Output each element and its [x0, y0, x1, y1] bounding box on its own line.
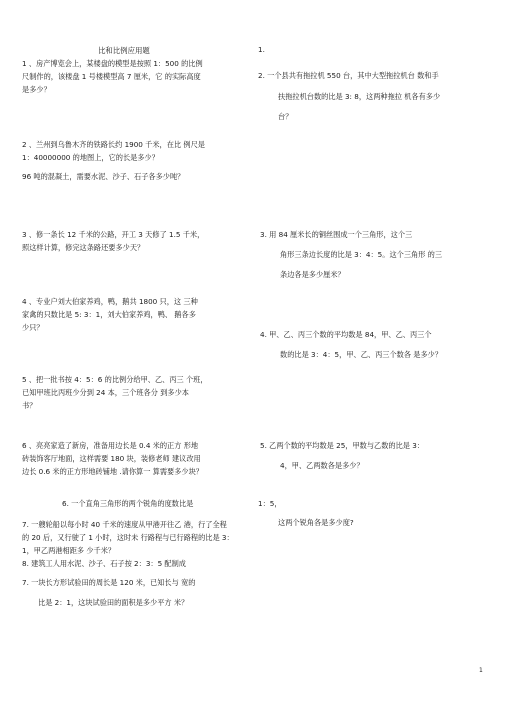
question-2-line-2: 1：40000000 的地图上，它的长是多少？ — [22, 153, 159, 162]
page-number: 1 — [479, 667, 483, 674]
question-1-line-2: 尺制作的，该楼盘 1 号楼模型高 7 厘米，它 的实际高度 — [22, 72, 201, 81]
bottom-question-6-part-3: 这两个锐角各是多少度? — [278, 518, 354, 527]
bottom-question-8: 8. 建筑工人用水泥、沙子、石子按 2：3：5 配制成 — [22, 559, 186, 568]
question-1-line-3: 是多少？ — [22, 85, 51, 94]
bottom-question-6-part-2: 1：5， — [258, 499, 282, 508]
question-6-line-3: 边长 0.6 米的正方形地砖铺地 .请你算一 算需要多少块？ — [22, 467, 203, 476]
right-question-3-line-1: 3. 用 84 厘米长的铜丝围成一个三角形，这个三 — [260, 230, 413, 239]
bottom-question-6-part-1: 6. 一个直角三角形的两个锐角的度数比是 — [62, 499, 194, 508]
right-question-5-line-1: 5. 乙两个数的平均数是 25，甲数与乙数的比是 3： — [260, 441, 424, 450]
question-2-extra: 96 吨的混凝土，需要水泥、沙子、石子各多少吨？ — [22, 172, 185, 181]
question-5-line-1: 5 、把一批书按 4：5：6 的比例分给甲、乙、丙三 个班， — [22, 375, 208, 384]
right-question-4-line-1: 4. 甲、乙、丙三个数的平均数是 84，甲、乙、丙三个 — [260, 330, 432, 339]
question-3-line-1: 3 、修一条长 12 千米的公路，开工 3 天修了 1.5 千米， — [22, 230, 205, 239]
bottom-question-9-line-2: 比是 2：1，这块试验田的面积是多少平方 米？ — [38, 598, 189, 607]
right-question-4-line-2: 数的比是 3：4：5，甲、乙、丙三个数各 是多少？ — [280, 350, 443, 359]
question-2-line-1: 2 、兰州到乌鲁木齐的铁路长约 1900 千米，在比 例尺是 — [22, 140, 205, 149]
bottom-question-7-line-1: 7. 一艘轮船以每小时 40 千米的速度从甲港开往乙 港，行了全程 — [22, 520, 227, 529]
right-question-3-line-2: 角形三条边长度的比是 3：4：5。这个三角形 的三 — [280, 250, 443, 259]
right-question-1: 1. — [258, 45, 265, 54]
bottom-question-9-line-1: 7. 一块长方形试验田的周长是 120 米，已知长与 宽的 — [22, 578, 196, 587]
question-4-line-2: 家禽的只数比是 5: 3：1，刘大伯家养鸡，鸭、 鹅各多 — [22, 310, 196, 319]
page-title: 比和比例应用题 — [98, 46, 150, 55]
right-question-3-line-3: 条边各是多少厘米？ — [280, 270, 345, 279]
right-question-2-line-2: 扶拖拉机台数的比是 3: 8，这两种拖拉 机各有多少 — [278, 92, 441, 101]
bottom-question-7-line-3: 1，甲乙两港相距多 少千米？ — [22, 546, 116, 555]
question-5-line-3: 书？ — [22, 401, 37, 410]
question-6-line-1: 6 、亮亮家造了新房，准备用边长是 0.4 米的正方 形地 — [22, 441, 199, 450]
right-question-2-line-3: 台？ — [278, 112, 293, 121]
question-3-line-2: 照这样计算，修完这条路还要多少天？ — [22, 243, 145, 252]
question-6-line-2: 砖装饰客厅地面，这样需要 180 块，装修老师 建议改用 — [22, 454, 201, 463]
right-question-5-line-2: 4，甲、乙两数各是多少？ — [280, 461, 364, 470]
right-question-2-line-1: 2. 一个县共有拖拉机 550 台，其中大型拖拉机台 数和手 — [258, 71, 439, 80]
question-5-line-2: 已知甲班比丙班少分到 24 本，三个班各分 到多少本 — [22, 388, 189, 397]
question-4-line-1: 4 、专业户刘大伯家养鸡，鸭，鹅共 1800 只，这 三种 — [22, 297, 198, 306]
bottom-question-7-line-2: 的 20 后，又行驶了 1 小时，这时未 行路程与已行路程的比是 3： — [22, 533, 234, 542]
question-4-line-3: 少只？ — [22, 323, 44, 332]
question-1-line-1: 1 、房产博览会上，某楼盘的模型是按照 1：500 的比例 — [22, 59, 203, 68]
